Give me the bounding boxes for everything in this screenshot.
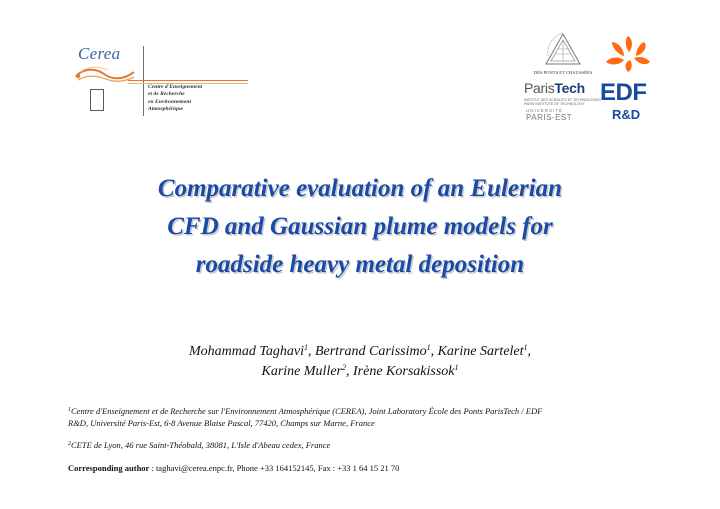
author-name: Karine Sartelet xyxy=(437,344,524,359)
cerea-tagline-line: et de Recherche xyxy=(148,91,185,98)
author-line xyxy=(110,342,610,362)
author-affil-sup: 1 xyxy=(426,343,431,352)
author-sep: , xyxy=(346,364,353,379)
cerea-tagline-line: en Environnement xyxy=(148,98,192,105)
edf-logo xyxy=(598,32,662,128)
affiliation-1 xyxy=(68,405,668,429)
cerea-logo-name: Cerea xyxy=(78,44,121,63)
affiliation-sup: 1 xyxy=(68,407,71,413)
corresponding-author-contact: : taghavi@cerea.enpc.fr, Phone +33 164152145, Fax : +33 1 64 15 21 70 xyxy=(149,463,400,473)
corresponding-author-label: Corresponding author xyxy=(68,463,150,473)
author-name: Karine Muller xyxy=(261,364,342,379)
paristech-paris: Paris xyxy=(524,80,555,96)
paristech-tech: Tech xyxy=(554,80,585,96)
paristech-subtitle: PARIS INSTITUTE OF TECHNOLOGY xyxy=(524,102,585,106)
upe-logo xyxy=(526,108,596,126)
author-affil-sup: 1 xyxy=(523,343,528,352)
affiliation-2 xyxy=(68,439,668,451)
enpc-logo xyxy=(528,30,598,80)
edf-logo-text: EDF xyxy=(600,79,647,106)
title-line: Comparative evaluation of an Eulerian xyxy=(157,175,563,202)
cerea-divider xyxy=(143,46,144,116)
author-affil-sup: 1 xyxy=(454,363,459,372)
slide-title xyxy=(60,170,660,284)
author-affil-sup: 1 xyxy=(303,343,308,352)
author-name: Bertrand Carissimo xyxy=(314,344,427,359)
author-sep: , xyxy=(527,344,532,359)
cerea-tagline-line: Centre d'Enseignement xyxy=(148,84,203,90)
affiliation-sup: 2 xyxy=(68,441,71,447)
cerea-box-icon xyxy=(90,89,104,111)
affiliation-text: CETE de Lyon, 46 rue Saint-Théobald, 38081, L'Isle d'Abeau cedex, France xyxy=(71,440,331,450)
affiliation-text: R&D, Université Paris-Est, 6-8 Avenue Blaise Pascal, 77420, Champs sur Marne, France xyxy=(68,418,375,428)
enpc-logo-text: DES PONTS ET CHAUSSÉES xyxy=(533,70,593,75)
cerea-swirl-icon xyxy=(74,64,136,86)
author-name: Irène Korsakissok xyxy=(353,364,455,379)
cerea-tagline-line: Atmosphérique xyxy=(148,106,184,113)
author-sep: , xyxy=(307,344,315,359)
corresponding-author xyxy=(68,462,668,474)
upe-logo-line1: UNIVERSITÉ xyxy=(526,108,564,113)
cerea-tagline xyxy=(148,84,248,114)
paristech-subtitle: INSTITUT DES SCIENCES ET TECHNOLOGIES xyxy=(524,98,601,102)
author-line xyxy=(110,362,610,382)
cerea-rule xyxy=(128,80,248,81)
author-list xyxy=(110,342,610,382)
title-line: roadside heavy metal deposition xyxy=(195,251,525,278)
author-sep: , xyxy=(430,344,438,359)
author-affil-sup: 2 xyxy=(342,363,346,372)
paristech-logo xyxy=(524,80,601,106)
author-name: Mohammad Taghavi xyxy=(188,344,304,359)
edf-sun-icon xyxy=(598,32,662,78)
rd-logo-text: R&D xyxy=(612,107,641,122)
upe-logo-line2: PARIS-EST xyxy=(526,113,573,122)
affiliation-text: Centre d'Enseignement et de Recherche sur l'Environnement Atmosphérique (CEREA), Joint Laboratory École des Ponts ParisTech / EDF xyxy=(71,406,543,416)
cerea-logo xyxy=(68,44,248,124)
title-line: CFD and Gaussian plume models for xyxy=(167,213,553,240)
